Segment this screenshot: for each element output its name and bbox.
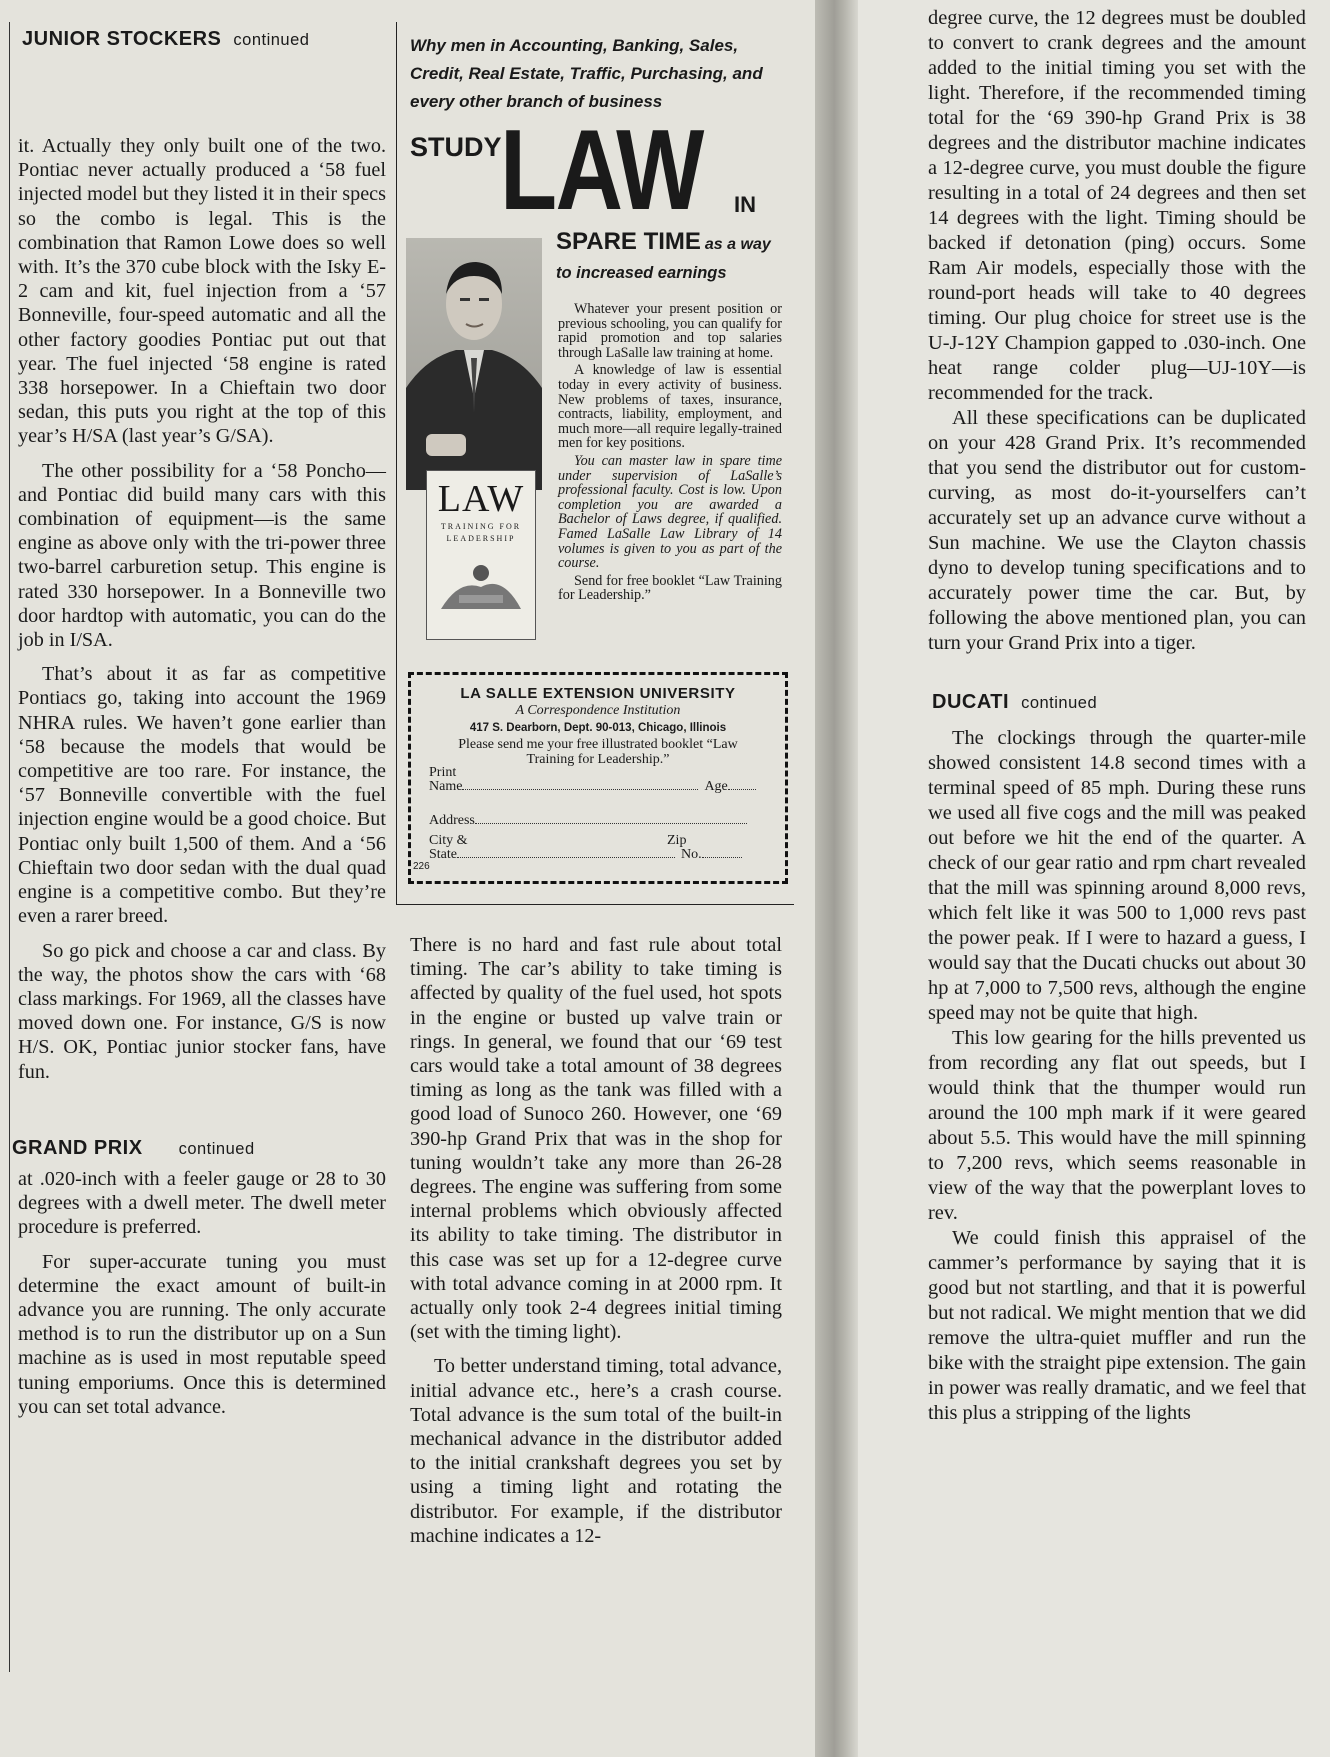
ad-photo-man [406,238,542,490]
paragraph: So go pick and choose a car and class. By the way, the photos show the cars with ‘68 class markings. For 1969, all the classes have moved down one. For instance, G/S is now H/S. OK, Pontiac junior stocker fans, have fun. [18,939,386,1083]
coupon-school: LA SALLE EXTENSION UNIVERSITY [460,685,736,702]
address-field[interactable] [475,823,747,824]
paragraph: All these specifications can be duplicated on your 428 Grand Prix. It’s recommended that you send the distributor out for custom-curving, as most do-it-yourselfers can’t accurately set up an advance curve without a Sun machine. We use the Clayton chassis dyno to develop tuning specifications and to accurately power time the car. But, by following the above mentioned plan, you can turn your Grand Prix into a tiger. [928,407,1306,654]
coupon-state-row [429,847,759,862]
book-cover-art [429,549,533,619]
continued-label: continued [1021,694,1098,712]
coupon-city-label: City & [429,833,468,848]
ducati-heading [932,690,1306,716]
column-junior-stockers [12,134,386,1419]
book-subtitle: TRAINING FOR LEADERSHIP [440,522,522,543]
coupon-address: 417 S. Dearborn, Dept. 90-013, Chicago, Illinois [469,722,727,734]
no-label: No. [681,847,702,862]
ad-body-copy [558,302,782,606]
grand-prix-heading [12,1136,386,1161]
ducati-title: DUCATI [932,691,1010,713]
column-grand-prix-middle [410,933,782,1548]
ad-in: IN [734,192,756,217]
paragraph: We could finish this appraisel of the cammer’s performance by saying that it is good but not startling, and that it is powerful but not radical. We might mention that we did remove the ultra-quiet muffler and run the bike with the straight pipe extension. The gain in power was really dramatic, and we feel that this plus a stripping of the lights [928,1227,1306,1424]
mail-in-coupon[interactable] [408,672,788,884]
margin-rule [9,22,10,1672]
coupon-name-row [429,779,759,794]
coupon-request: Please send me your free illustrated booklet “Law Training for Leadership.” [458,737,738,767]
ad-paragraph: A knowledge of law is essential today in every activity of business. New problems of taxes, insurance, contracts, liability, employment, and much more—all require legally-trained men for key positions. [558,362,782,452]
paragraph: degree curve, the 12 degrees must be doubled to convert to crank degrees and the amount added to the initial timing you set with the light. Therefore, if the recommended timing total for the ‘69 390-hp Grand Prix is 38 degrees and the distributor machine indicates a 12-degree curve, you must double the figure resulting in a total of 24 degrees and then set 14 degrees with the light. Timing should be backed if detonation (ping) occurs. Some Ram Air models, especially those with the round-port heads will take to 40 degrees timing. Our plug choice for street use is the U-J-12Y Champion gapped to .030-inch. One heat range colder plug—UJ-10Y—is recommended for the track. [928,7,1306,404]
grand-prix-title: GRAND PRIX [12,1136,143,1159]
paragraph: For super-accurate tuning you must determine the exact amount of built-in advance you are running. The only accurate method is to run the distributor up on a Sun machine as is used in most reputable speed tuning emporiums. Once this is determined you can set total advance. [18,1250,386,1418]
ad-law-headline: LAW [500,107,703,234]
ad-border-bottom [396,904,794,905]
paragraph: The clockings through the quarter-mile showed consistent 14.8 second times with a terminal speed of 85 mph. During these runs we used all five cogs and the mill was peaked out before we hit the end of the quarter. A check of our gear ratio and rpm chart revealed that the mill was spinning around 8,000 revs, which felt like it was 500 to 1,000 revs past the power peak. If I were to hazard a guess, I would say that the Ducati chucks out about 30 hp at 7,000 to 7,500 revs, although the engine speed may not be quite that high. [928,727,1306,1024]
paragraph: That’s about it as far as competitive Pontiacs go, taking into account the 1969 NHRA rules. We haven’t gone earlier than ‘58 because the models that would be competitive are too rare. For instance, the ‘57 Bonneville convertible with the fuel injection engine would be a good choice. But Pontiac only built 1,500 of them. And a ‘56 Chieftain two door sedan with the dual quad engine is a competitive combo. But they’re even a rarer breed. [18,663,386,928]
ad-law-book [426,470,536,640]
paragraph: The other possibility for a ‘58 Poncho—and Pontiac did build many cars with this combination of equipment—is the same engine as above only with the tri-power three two-barrel carburetion setup. This engine is rated 330 horsepower. In a Bonneville two door hardtop with automatic, you can do the job in I/SA. [18,459,386,652]
city-state-field[interactable] [457,857,675,858]
page-gutter [815,0,858,1757]
age-field[interactable] [728,789,756,790]
junior-stockers-title: JUNIOR STOCKERS [22,28,222,50]
paragraph: at .020-inch with a feeler gauge or 28 to 30 degrees with a dwell meter. The dwell meter procedure is preferred. [18,1167,386,1239]
paragraph: There is no hard and fast rule about total timing. The car’s ability to take timing is affected by quality of the fuel used, hot spots in the engine or busted up valve train or rings. In general, we found that our ‘69 test cars would take a total amount of 38 degrees timing as long as the tank was filled with a good load of Sunoco 260. However, one ‘69 390-hp Grand Prix that was in the shop for tuning wouldn’t take any more than 26-28 degrees. The engine was suffering from some internal problems which obviously affected its ability to take timing. The distributor in this case was set up for a 12-degree curve with total advance coming in at 2000 rpm. It actually only took 2-4 degrees initial timing (set with the timing light). [410,934,782,1344]
continued-label: continued [233,31,310,49]
continued-label: continued [178,1139,255,1158]
book-title: LAW [437,478,525,520]
ad-paragraph: Send for free booklet “Law Training for Leadership.” [558,572,782,604]
ad-paragraph: Whatever your present position or previous schooling, you can qualify for rapid promotion and top salaries through LaSalle law training at home. [558,301,782,361]
man-illustration [406,238,542,490]
coupon-zip-label: Zip [667,833,687,848]
age-label: Age [704,779,728,794]
ad-spare-time [556,228,771,256]
as-a-way-text: as a way [704,236,771,253]
state-label: State [429,847,457,862]
name-field[interactable] [462,789,698,790]
coupon-address-row [429,813,759,828]
paragraph: it. Actually they only built one of the two. Pontiac never actually produced a ‘58 fuel injected model but they listed it in their specs so the combo is legal. This is the combination that Ramon Lowe does so well with. It’s the 370 cube block with the Isky E-2 cam and kit, fuel injection from a ‘57 Bonneville, four-speed automatic and all the other factory goodies Pontiac put out that year. The fuel injected ‘58 engine is rated 338 horsepower. In a Chieftain two door sedan, this puts you right at the top of this year’s H/SA (last year’s G/SA). [18,135,386,448]
address-label: Address [429,813,475,828]
coupon-code: 226 [413,861,430,872]
name-label: Name [429,779,463,794]
column-right [928,6,1306,1426]
junior-stockers-heading [22,28,309,51]
spare-time-text: SPARE TIME [556,228,701,255]
zip-field[interactable] [702,857,742,858]
ad-increased-earnings: to increased earnings [556,264,727,282]
ad-paragraph: You can master law in spare time under supervision of LaSalle’s professional faculty. Cost is low. Upon completion you are awarded a Bachelor of Laws degree, if qualified. Famed LaSalle Law Library of 14 volumes is given to you as part of the course. [558,452,782,572]
ad-study: STUDY [410,132,502,162]
coupon-print-label: Print [429,765,457,780]
coupon-subtitle: A Correspondence Institution [515,703,681,718]
paragraph: To better understand timing, total advance, initial advance etc., here’s a crash course. Total advance is the sum total of the built-in mechanical advance in the distributor added to the initial crankshaft degrees you set by using a timing light and rotating the distributor. For example, if the distributor machine indicates a 12- [410,1355,782,1547]
paragraph: This low gearing for the hills prevented us from recording any flat out speeds, but I would think that the thumper would run around the 100 mph mark if it were geared about 5.5. This would have the mill spinning to 7,200 revs, which seems reasonable in view of the way that the powerplant loves to rev. [928,1027,1306,1224]
ad-tagline: Why men in Accounting, Banking, Sales, Credit, Real Estate, Traffic, Purchasing, and every other branch of business [410,36,763,111]
